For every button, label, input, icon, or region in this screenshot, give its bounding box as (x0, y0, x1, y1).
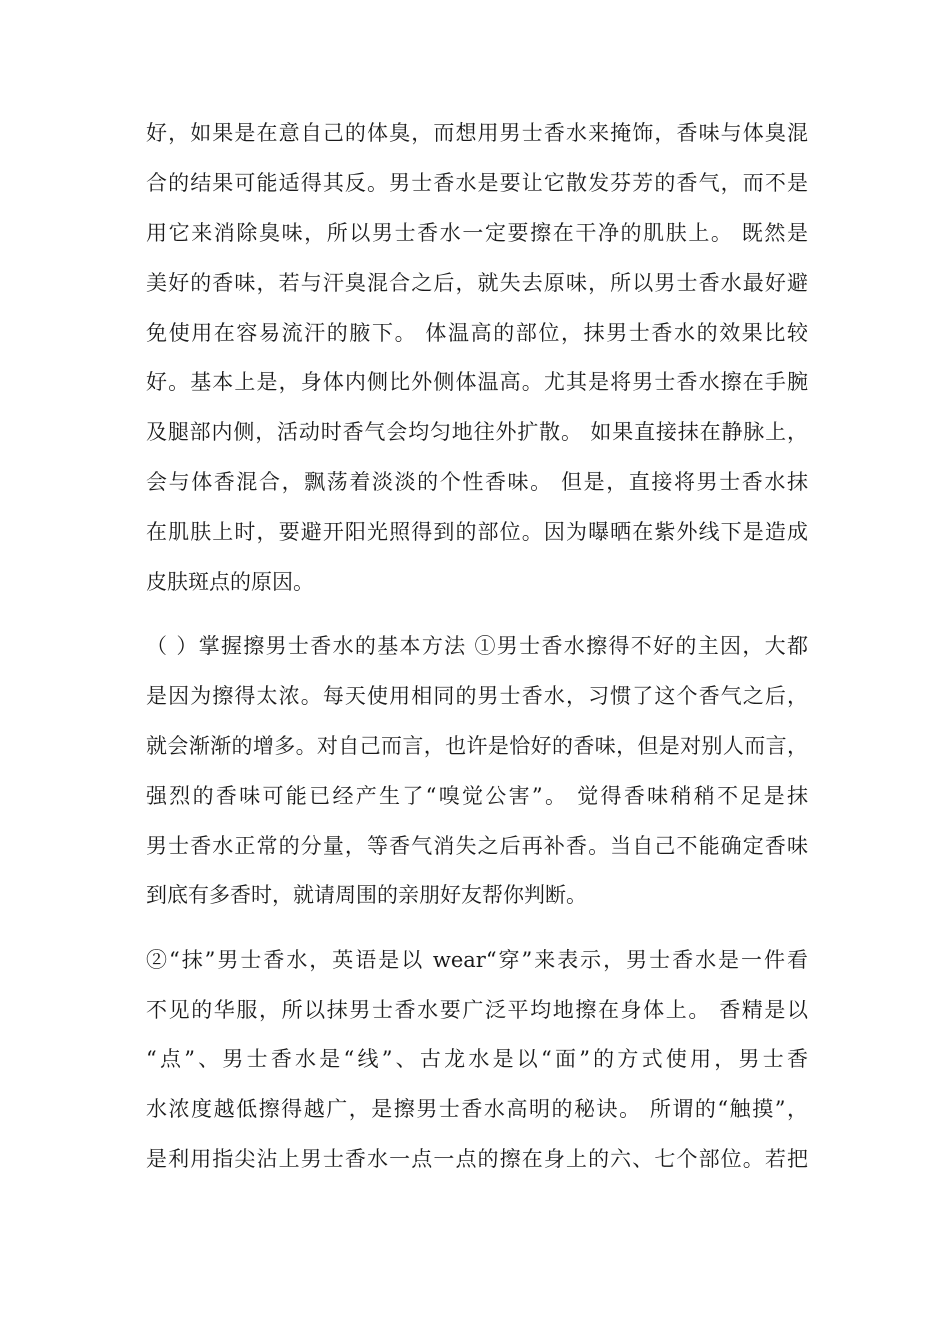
text-line: 不见的华服，所以抹男士香水要广泛平均地擦在身体上。 香精是以 (146, 998, 808, 1022)
text-line: 男士香水正常的分量，等香气消失之后再补香。当自己不能确定香味 (146, 834, 808, 858)
text-line: 会与体香混合，飘荡着淡淡的个性香味。 但是，直接将男士香水抹 (146, 470, 808, 494)
text-line: 到底有多香时，就请周围的亲朋好友帮你判断。 (146, 883, 587, 907)
text-line: 是利用指尖沾上男士香水一点一点的擦在身上的六、七个部位。若把 (146, 1147, 808, 1171)
text-line: 是因为擦得太浓。每天使用相同的男士香水，习惯了这个香气之后， (146, 684, 808, 708)
text-line: 强烈的香味可能已经产生了“嗅觉公害”。 觉得香味稍稍不足是抹 (146, 784, 808, 808)
text-line: 好，如果是在意自己的体臭，而想用男士香水来掩饰，香味与体臭混 (146, 121, 808, 145)
text-line: 在肌肤上时，要避开阳光照得到的部位。因为曝晒在紫外线下是造成 (146, 520, 808, 544)
text-line: 免使用在容易流汗的腋下。 体温高的部位，抹男士香水的效果比较 (146, 321, 808, 345)
text-line: 水浓度越低擦得越广，是擦男士香水高明的秘诀。 所谓的“触摸”， (146, 1097, 808, 1121)
text-line: 及腿部内侧，活动时香气会均匀地往外扩散。 如果直接抹在静脉上， (146, 420, 808, 444)
text-line: （ ）掌握擦男士香水的基本方法 ①男士香水擦得不好的主因，大都 (146, 634, 808, 658)
text-line: 皮肤斑点的原因。 (146, 570, 314, 594)
text-line: ②“抹”男士香水，英语是以 wear“穿”来表示，男士香水是一件看 (146, 948, 808, 972)
text-line: 好。基本上是，身体内侧比外侧体温高。尤其是将男士香水擦在手腕 (146, 370, 808, 394)
text-line: 美好的香味，若与汗臭混合之后，就失去原味，所以男士香水最好避 (146, 271, 808, 295)
text-line: 就会渐渐的增多。对自己而言，也许是恰好的香味，但是对别人而言， (146, 734, 808, 758)
text-line: 合的结果可能适得其反。男士香水是要让它散发芬芳的香气，而不是 (146, 171, 808, 195)
text-line: “点”、男士香水是“线”、古龙水是以“面”的方式使用，男士香 (146, 1047, 808, 1071)
text-line: 用它来消除臭味，所以男士香水一定要擦在干净的肌肤上。 既然是 (146, 221, 808, 245)
